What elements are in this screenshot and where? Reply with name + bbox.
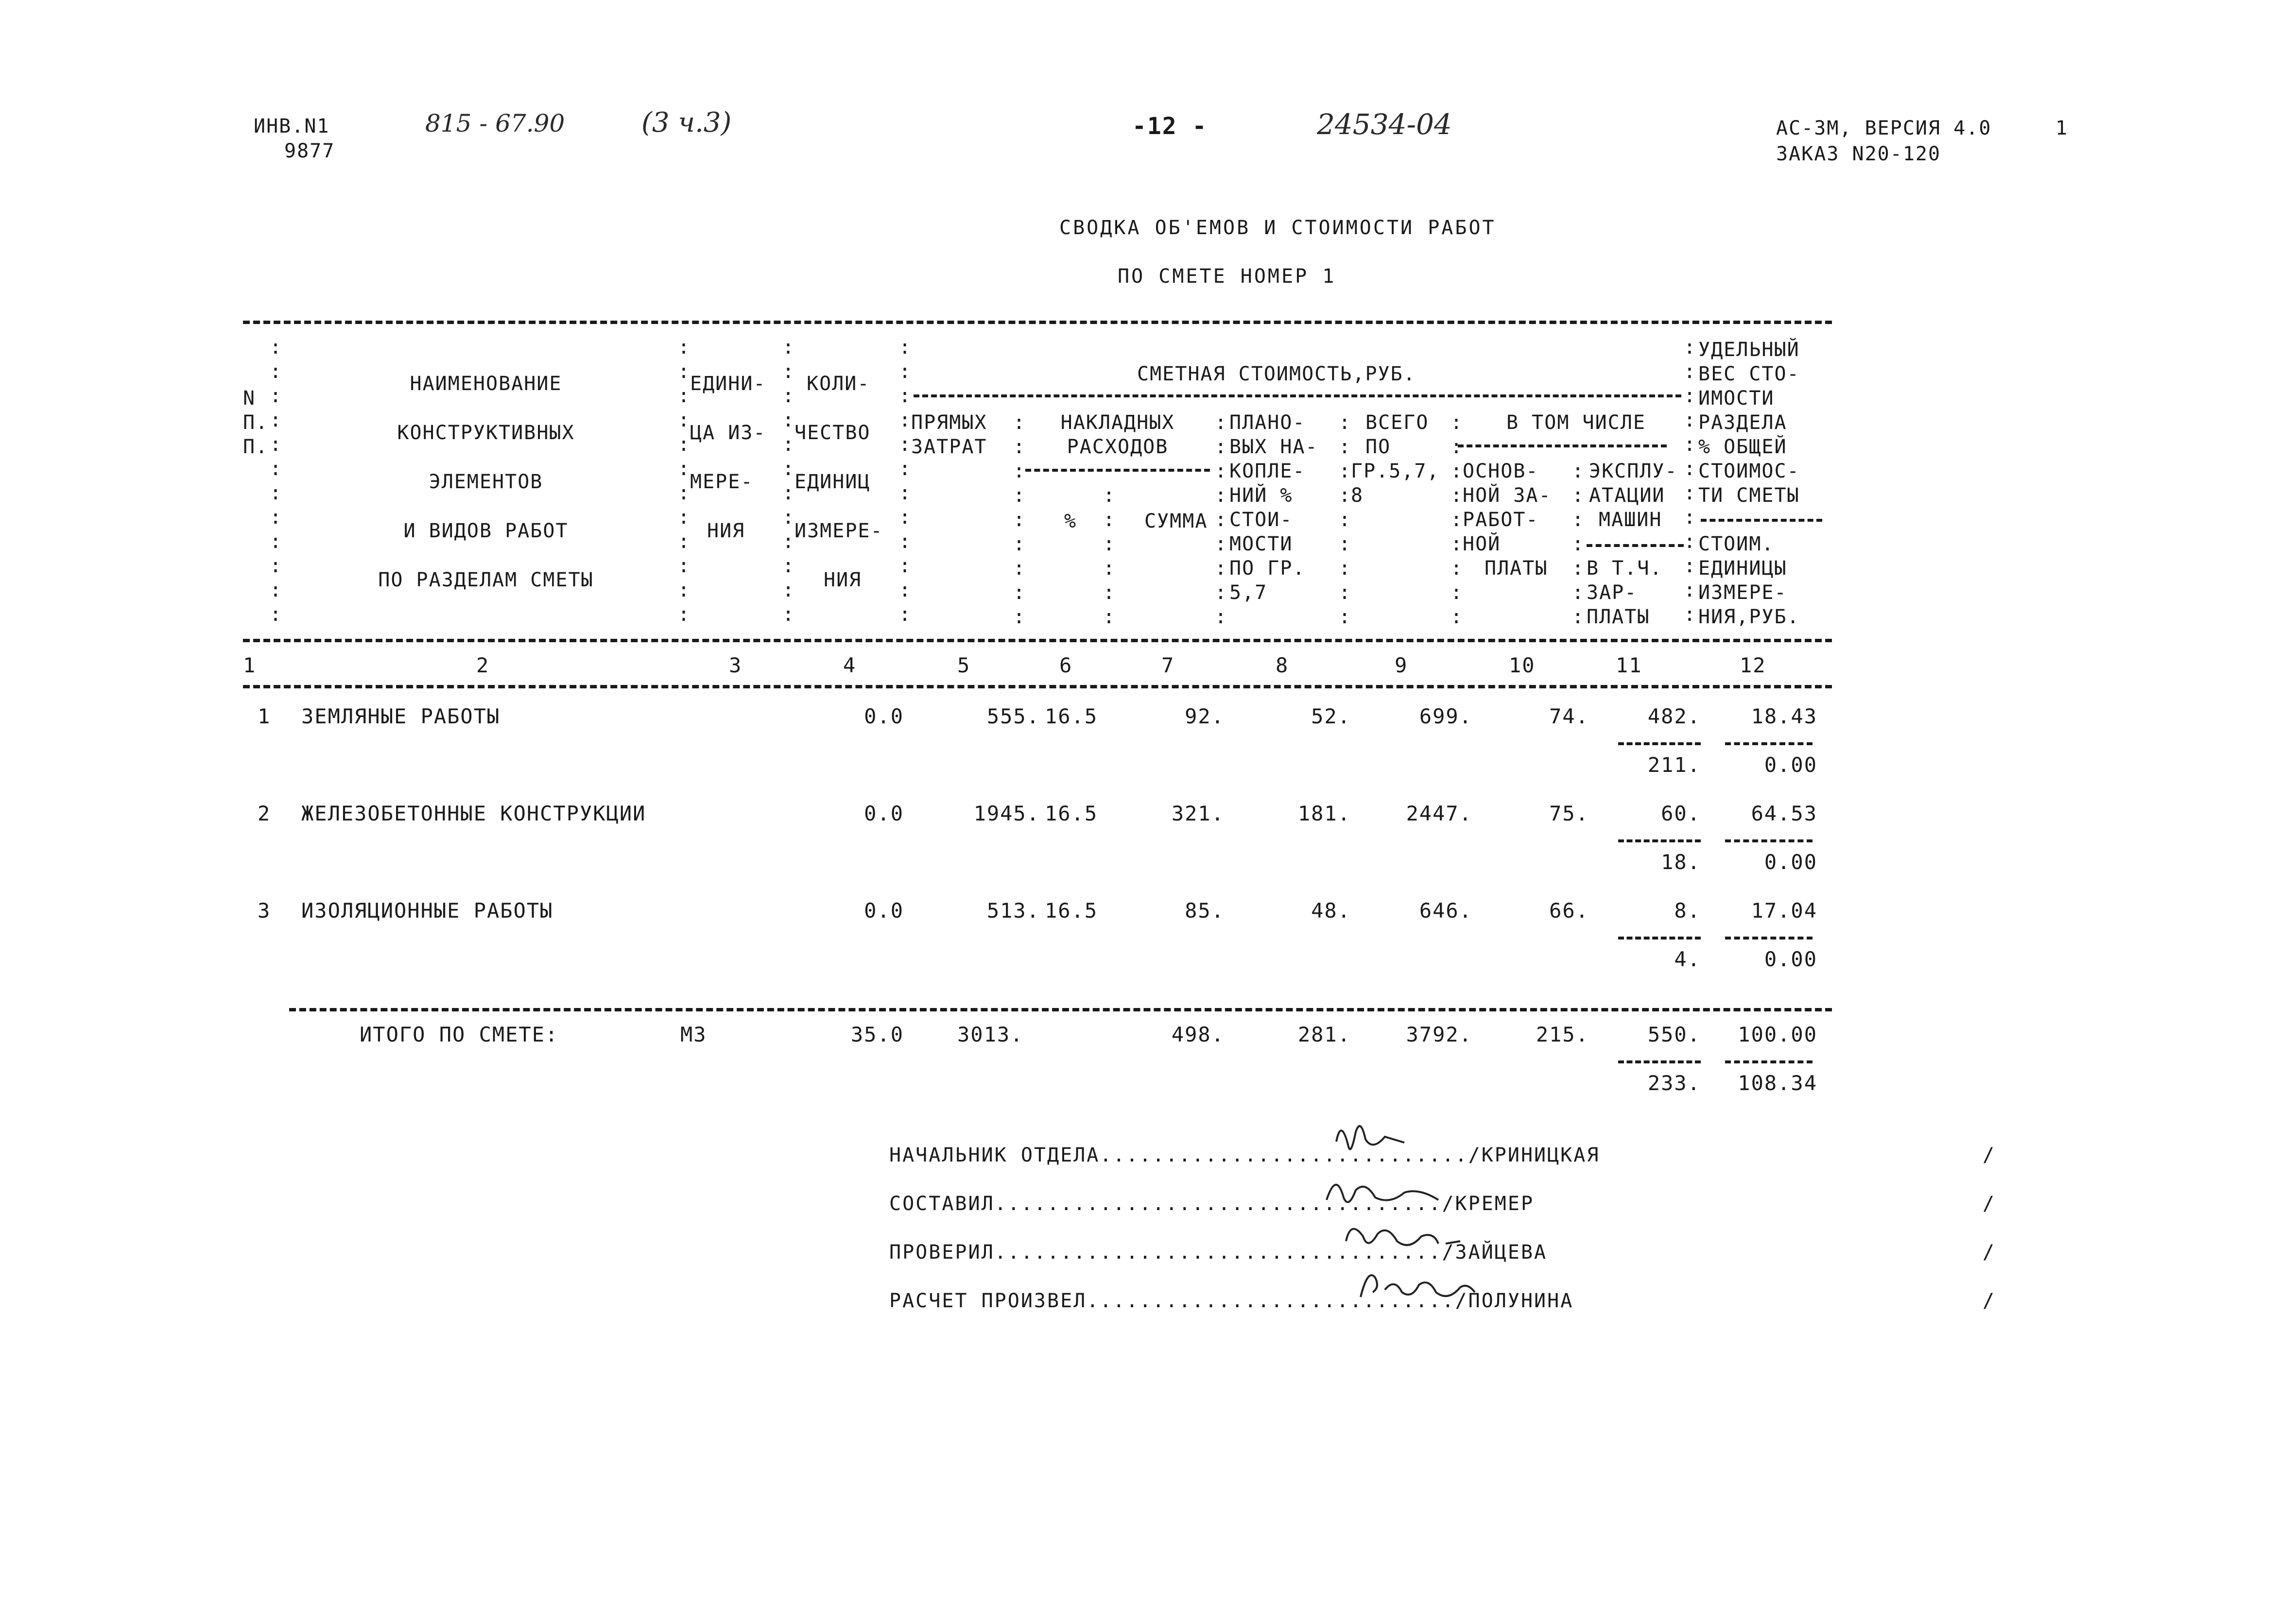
- machines-rule: [1587, 544, 1684, 547]
- header-overhead-percent: %: [1064, 510, 1077, 532]
- row-direct: 1945.: [973, 802, 1040, 825]
- total-machines-wages: 233.: [1647, 1071, 1701, 1095]
- total-subrule: [1725, 1060, 1813, 1063]
- program-version: АС-3М, ВЕРСИЯ 4.0: [1776, 117, 1992, 139]
- separator-col-4: : : : : : : : : : : : :: [899, 336, 911, 626]
- total-machines: 550.: [1647, 1023, 1701, 1046]
- row-number: 1: [258, 704, 271, 728]
- row-direct: 555.: [986, 704, 1040, 728]
- handwritten-signature: [1322, 1171, 1448, 1214]
- signature-end: /: [1983, 1241, 1996, 1264]
- cost-group-rule: [914, 394, 1681, 397]
- header-npp: N П. П.: [243, 387, 269, 458]
- signature-name: /КРЕМЕР: [1442, 1193, 1535, 1215]
- total-wages: 215.: [1536, 1023, 1589, 1046]
- col-number: 3: [729, 653, 742, 677]
- row-subrule: [1618, 742, 1701, 745]
- signature-line: ПРОВЕРИЛ................................../ЗАЙЦЕВА: [889, 1241, 1548, 1264]
- row-machines-wages: 18.: [1661, 850, 1701, 874]
- separator-col-2: : : : : : : : : : : : :: [678, 336, 690, 626]
- col-number: 1: [243, 653, 257, 677]
- col-number: 5: [957, 653, 971, 677]
- separator-col-10: : : : : : : :: [1572, 460, 1584, 628]
- document-title: СВОДКА ОБ'ЕМОВ И СТОИМОСТИ РАБОТ: [1059, 217, 1496, 239]
- row-planned: 181.: [1297, 802, 1351, 825]
- total-overhead-sum: 498.: [1171, 1023, 1225, 1046]
- total-unit-cost: 108.34: [1738, 1071, 1817, 1095]
- separator-col-11: : : : : : : : : : : : :: [1684, 336, 1696, 626]
- total-quantity: 35.0: [850, 1023, 904, 1046]
- row-subrule: [1725, 839, 1813, 842]
- total-unit: М3: [680, 1023, 707, 1046]
- separator-col-5: : : : : : : : : :: [1013, 411, 1025, 628]
- signature-name: /ПОЛУНИНА: [1455, 1290, 1574, 1312]
- row-quantity: 0.0: [864, 802, 904, 825]
- row-direct: 513.: [986, 899, 1040, 923]
- signature-role: НАЧАЛЬНИК ОТДЕЛА: [889, 1144, 1100, 1166]
- row-quantity: 0.0: [864, 899, 904, 923]
- signature-name: /ЗАЙЦЕВА: [1442, 1241, 1548, 1264]
- handwritten-signature: [1356, 1263, 1482, 1312]
- col-number: 7: [1161, 653, 1175, 677]
- row-share: 17.04: [1751, 899, 1817, 923]
- header-unit: ЕДИНИ- ЦА ИЗ- МЕРЕ- НИЯ: [690, 373, 766, 542]
- row-overhead-sum: 85.: [1185, 899, 1225, 923]
- header-basic-wages: ОСНОВ- НОЙ ЗА- РАБОТ- НОЙ ПЛАТЫ: [1463, 460, 1552, 580]
- row-unit-cost: 0.00: [1764, 850, 1817, 874]
- col-number: 11: [1616, 653, 1642, 677]
- row-quantity: 0.0: [864, 704, 904, 728]
- row-number: 3: [258, 899, 271, 923]
- header-planned-savings: ПЛАНО- ВЫХ НА- КОПЛЕ- НИЙ % СТОИ- МОСТИ ПО ГР. 5,7: [1229, 411, 1318, 604]
- total-label: ИТОГО ПО СМЕТЕ:: [360, 1023, 559, 1046]
- row-unit-cost: 0.00: [1764, 753, 1817, 777]
- total-planned: 281.: [1297, 1023, 1351, 1046]
- document-subtitle: ПО СМЕТЕ НОМЕР 1: [1118, 265, 1336, 288]
- document-code: 815 - 67.90: [425, 109, 565, 137]
- row-total: 646.: [1419, 899, 1472, 923]
- total-top-rule: [289, 1008, 1832, 1011]
- col-number: 10: [1509, 653, 1536, 677]
- row-subrule: [1725, 742, 1813, 745]
- separator-col-9: : : : : : : : : :: [1450, 411, 1463, 628]
- row-wages: 74.: [1549, 704, 1589, 728]
- signature-role: ПРОВЕРИЛ: [889, 1241, 995, 1264]
- row-machines: 60.: [1661, 802, 1701, 825]
- total-direct: 3013.: [957, 1023, 1024, 1046]
- col-number: 4: [843, 653, 857, 677]
- separator-col-6: : : : : : :: [1103, 484, 1115, 628]
- handwritten-signature: [1331, 1112, 1419, 1166]
- row-wages: 75.: [1549, 802, 1589, 825]
- signature-role: СОСТАВИЛ: [889, 1193, 995, 1215]
- signature-end: /: [1983, 1193, 1996, 1215]
- separator-col-8: : : : : : : : : :: [1339, 411, 1351, 628]
- row-name: ЖЕЛЕЗОБЕТОННЫЕ КОНСТРУКЦИИ: [301, 802, 646, 825]
- col-number: 2: [476, 653, 490, 677]
- header-overhead: НАКЛАДНЫХ РАСХОДОВ: [1060, 411, 1175, 458]
- row-planned: 52.: [1311, 704, 1351, 728]
- share-rule: [1701, 519, 1822, 522]
- header-bottom-rule: [243, 639, 1832, 642]
- col-number: 8: [1276, 653, 1289, 677]
- header-including: В ТОМ ЧИСЛЕ: [1506, 411, 1646, 434]
- signature-line: СОСТАВИЛ................................../КРЕМЕР: [889, 1193, 1535, 1215]
- separator-col-1: : : : : : : : : : : : :: [270, 336, 282, 626]
- header-quantity: КОЛИ- ЧЕСТВО ЕДИНИЦ ИЗМЕРЕ- НИЯ: [794, 373, 883, 591]
- header-total-by-groups: ВСЕГО ПО ГР.5,7, 8: [1351, 411, 1440, 507]
- handwritten-number: 24534-04: [1317, 108, 1452, 141]
- incl-rule: [1458, 444, 1667, 447]
- signature-end: /: [1983, 1144, 1996, 1166]
- row-machines: 482.: [1647, 704, 1701, 728]
- total-subrule: [1618, 1060, 1701, 1063]
- table-top-rule: [243, 321, 1832, 324]
- row-overhead-sum: 321.: [1171, 802, 1225, 825]
- header-name: НАИМЕНОВАНИЕ КОНСТРУКТИВНЫХ ЭЛЕМЕНТОВ И ВИДОВ РАБОТ ПО РАЗДЕЛАМ СМЕТЫ: [378, 373, 594, 591]
- row-planned: 48.: [1311, 899, 1351, 923]
- row-overhead-percent: 16.5: [1045, 802, 1098, 825]
- overhead-rule: [1025, 469, 1210, 472]
- row-overhead-sum: 92.: [1185, 704, 1225, 728]
- row-machines: 8.: [1674, 899, 1701, 923]
- row-total: 2447.: [1406, 802, 1472, 825]
- header-machines-wages: В Т.Ч. ЗАР- ПЛАТЫ: [1587, 557, 1663, 628]
- row-share: 18.43: [1751, 704, 1817, 728]
- row-wages: 66.: [1549, 899, 1589, 923]
- order-number: ЗАКАЗ N20-120: [1776, 143, 1941, 165]
- header-cost-group: СМЕТНАЯ СТОИМОСТЬ,РУБ.: [1137, 363, 1416, 385]
- header-direct-costs: ПРЯМЫХ ЗАТРАТ: [911, 411, 987, 458]
- signature-line: РАСЧЕТ ПРОИЗВЕЛ............................/ПОЛУНИНА: [889, 1290, 1574, 1312]
- separator-col-3: : : : : : : : : : : : :: [782, 336, 794, 626]
- col-number: 9: [1395, 653, 1408, 677]
- row-number: 2: [258, 802, 271, 825]
- row-machines-wages: 4.: [1674, 947, 1701, 971]
- inventory-number: 9877: [284, 140, 335, 162]
- row-overhead-percent: 16.5: [1045, 899, 1098, 923]
- row-name: ЗЕМЛЯНЫЕ РАБОТЫ: [301, 704, 501, 728]
- signature-end: /: [1983, 1290, 1996, 1312]
- page-number: -12 -: [1132, 113, 1208, 140]
- col-number: 12: [1740, 653, 1766, 677]
- row-subrule: [1618, 839, 1701, 842]
- row-unit-cost: 0.00: [1764, 947, 1817, 971]
- col-numbers-rule: [243, 685, 1832, 688]
- row-name: ИЗОЛЯЦИОННЫЕ РАБОТЫ: [301, 899, 553, 923]
- total-share: 100.00: [1738, 1023, 1817, 1046]
- signature-role: РАСЧЕТ ПРОИЗВЕЛ: [889, 1290, 1087, 1312]
- separator-col-7: : : : : : : : : :: [1215, 411, 1227, 628]
- header-share: УДЕЛЬНЫЙ ВЕС СТО- ИМОСТИ РАЗДЕЛА % ОБЩЕЙ СТОИМОС- ТИ СМЕТЫ: [1698, 339, 1800, 507]
- document-part: (3 ч.3): [641, 107, 732, 138]
- row-share: 64.53: [1751, 802, 1817, 825]
- row-subrule: [1618, 937, 1701, 940]
- inventory-label: ИНВ.N1: [254, 115, 330, 137]
- total-total: 3792.: [1406, 1023, 1472, 1046]
- row-machines-wages: 211.: [1647, 753, 1701, 777]
- handwritten-signature: [1341, 1217, 1467, 1261]
- header-overhead-sum: СУММА: [1144, 510, 1208, 532]
- row-subrule: [1725, 937, 1813, 940]
- row-total: 699.: [1419, 704, 1472, 728]
- signature-name: /КРИНИЦКАЯ: [1468, 1144, 1600, 1166]
- copy-number: 1: [2055, 117, 2069, 139]
- col-number: 6: [1059, 653, 1073, 677]
- header-machines: ЭКСПЛУ- АТАЦИИ МАШИН: [1589, 460, 1678, 531]
- signature-line: НАЧАЛЬНИК ОТДЕЛА............................/КРИНИЦКАЯ: [889, 1144, 1600, 1166]
- row-overhead-percent: 16.5: [1045, 704, 1098, 728]
- header-unit-cost: СТОИМ. ЕДИНИЦЫ ИЗМЕРЕ- НИЯ,РУБ.: [1698, 533, 1800, 628]
